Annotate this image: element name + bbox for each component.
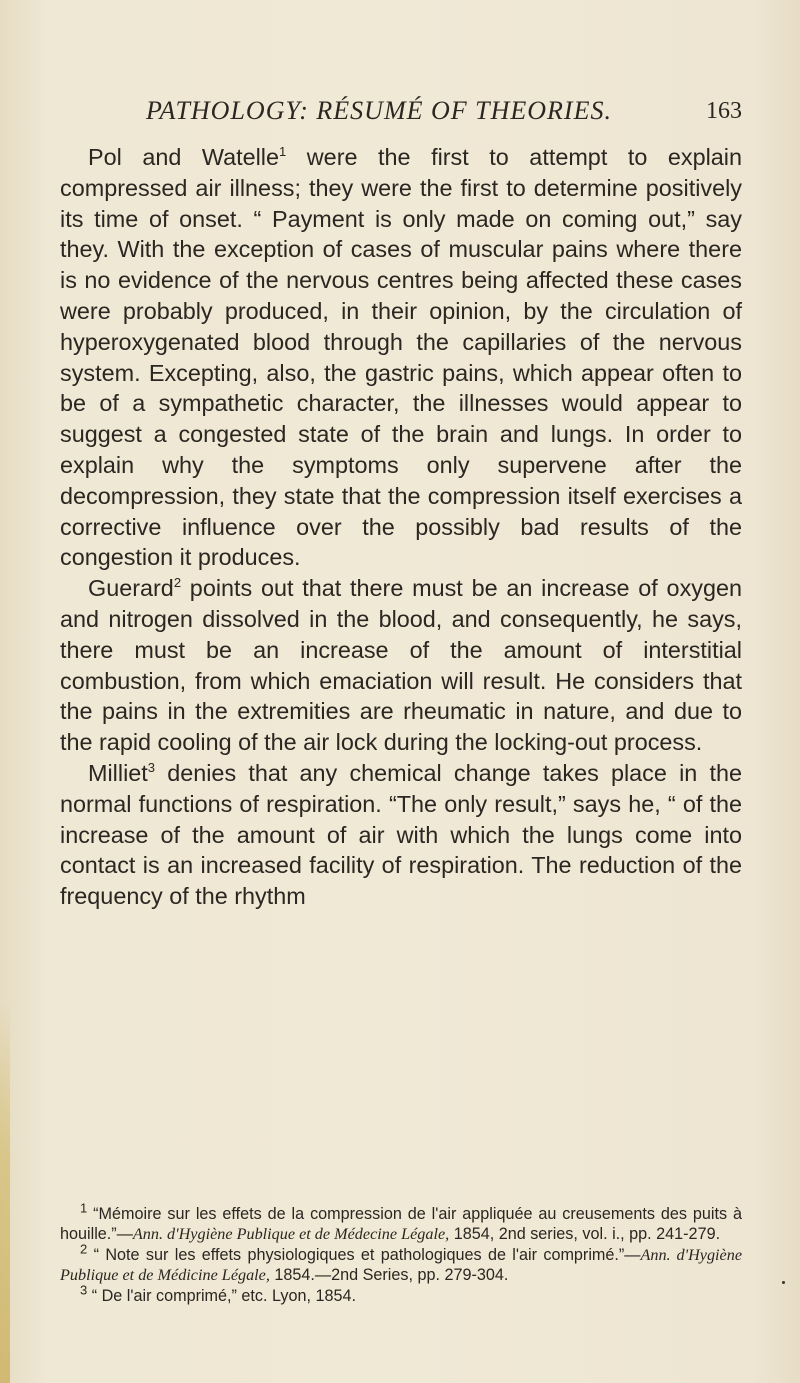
paragraph [60,573,742,758]
footnote-tail: 1854, 2nd series, vol. i., pp. 241-279. [449,1225,721,1244]
footnote-reference[interactable]: 2 [173,575,182,591]
ink-speck [782,1281,785,1284]
footnote-text: “ De l'air comprimé,” etc. Lyon, 1854. [87,1286,357,1305]
paragraph-lead: Guerard [88,575,174,602]
footnote-reference[interactable]: 3 [147,760,156,776]
paragraph-lead: Milliet [88,759,148,786]
footnote-tail: 1854.—2nd Series, pp. 279-304. [269,1266,509,1285]
footnote [60,1241,743,1286]
paragraph-text: denies that any chemical change takes place in the normal functions of respiration. “The only result,” says he, “ of the increase of the amount of air with which the lungs come into contact is an increased facility of respiration. The reduction of the frequency of the rhythm [60,759,742,910]
footnote [60,1200,742,1245]
footnote-mark: 3 [80,1282,88,1298]
paragraph [60,142,742,573]
paragraph-text: were the first to attempt to explain compressed air illness; they were the first to determine positively its time of onset. “ Payment is only made on coming out,” say they. With the exception of cases of muscular pains where there is no evidence of the nervous centres being affected these cases were probably produced, in their opinion, by the circulation of hyperoxygenated blood through the capillaries of the nervous system. Excepting, also, the gastric pains, which appear often to be of a sympathetic character, the illnesses would appear to suggest a congested state of the brain and lungs. In order to explain why the symptoms only supervene after the decompression, they state that the compression itself exercises a corrective influence over the possibly bad results of the congestion it produces. [60,144,743,571]
footnote-reference[interactable]: 1 [279,144,287,160]
running-head: PATHOLOGY: RÉSUMÉ OF THEORIES. [146,96,612,125]
paragraph-text: points out that there must be an increase of oxygen and nitrogen dissolved in the blood, and consequently, he says, there must be an increase of the amount of interstitial combustion, from which emaciation will result. He considers that the pains in the extremities are rheumatic in nature, and due to the rapid cooling of the air lock during the locking-out process. [60,575,742,756]
page-number: 163 [706,98,742,124]
footnote-source: Ann. d'Hygiène Publique et de Médicine Légale, [60,1245,743,1285]
page-stain [0,1000,10,1383]
paragraph [60,758,742,912]
footnote-text: “ Note sur les effets physiologiques et pathologiques de l'air comprimé.”— [87,1245,641,1264]
body-text [60,142,742,912]
footnote-mark: 2 [80,1241,88,1257]
footnote [60,1282,742,1306]
footnotes [60,1200,743,1306]
paragraph-lead: Pol and Watelle [88,144,280,170]
footnote-source: Ann. d'Hygiène Publique et de Médecine Légale, [132,1225,450,1244]
footnote-text: “Mémoire sur les effets de la compression de l'air appliquée au creusements des puits à houille.”— [60,1205,742,1244]
footnote-mark: 1 [80,1200,88,1216]
